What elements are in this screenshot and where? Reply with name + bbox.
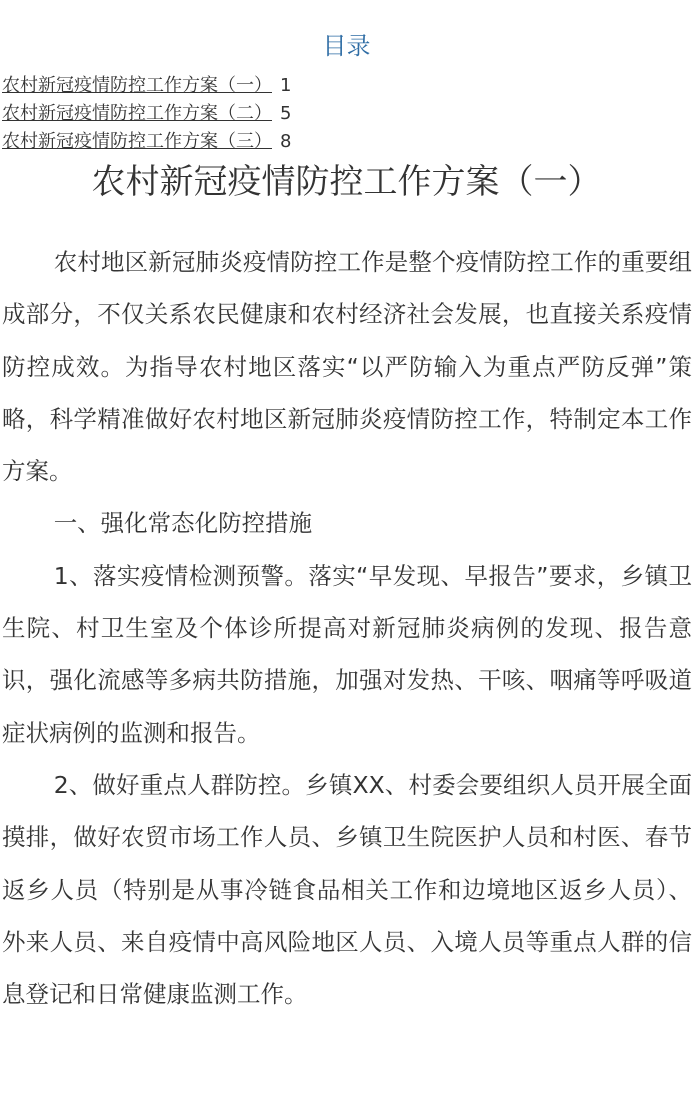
section-heading: 一、强化常态化防控措施 (53, 509, 313, 538)
toc-page-number-2: 5 (280, 103, 292, 124)
table-of-contents (2, 72, 291, 156)
toc-item-2[interactable] (2, 100, 291, 128)
document-body (2, 236, 692, 1020)
document-title: 农村新冠疫情防控工作方案（一） (91, 162, 602, 202)
body-paragraph: 2、做好重点人群防控。乡镇XX、村委会要组织人员开展全面摸排，做好农贸市场工作人员、乡镇卫生院医护人员和村医、春节返乡人员（特别是从事冷链食品相关工作和边境地区返乡人员）、外来人员、来自疫情中高风险地区人员、入境人员等重点人群的信息登记和日常健康监测工作。 (2, 770, 692, 1009)
toc-link-2[interactable]: 农村新冠疫情防控工作方案（二） (2, 103, 272, 124)
toc-item-1[interactable] (2, 72, 291, 100)
intro-paragraph: 农村地区新冠肺炎疫情防控工作是整个疫情防控工作的重要组成部分，不仅关系农民健康和农村经济社会发展，也直接关系疫情防控成效。为指导农村地区落实“以严防输入为重点严防反弹”策略，科学精准做好农村地区新冠肺炎疫情防控工作，特制定本工作方案。 (2, 248, 692, 486)
body-paragraph: 1、落实疫情检测预警。落实“早发现、早报告”要求，乡镇卫生院、村卫生室及个体诊所提高对新冠肺炎病例的发现、报告意识，强化流感等多病共防措施，加强对发热、干咳、咽痛等呼吸道症状病例的监测和报告。 (2, 561, 692, 747)
toc-page-number-1: 1 (280, 75, 292, 96)
toc-item-3[interactable] (2, 128, 291, 156)
toc-link-1[interactable]: 农村新冠疫情防控工作方案（一） (2, 75, 272, 96)
toc-link-3[interactable]: 农村新冠疫情防控工作方案（三） (2, 131, 272, 152)
toc-title: 目录 (322, 32, 371, 60)
toc-page-number-3: 8 (280, 131, 292, 152)
